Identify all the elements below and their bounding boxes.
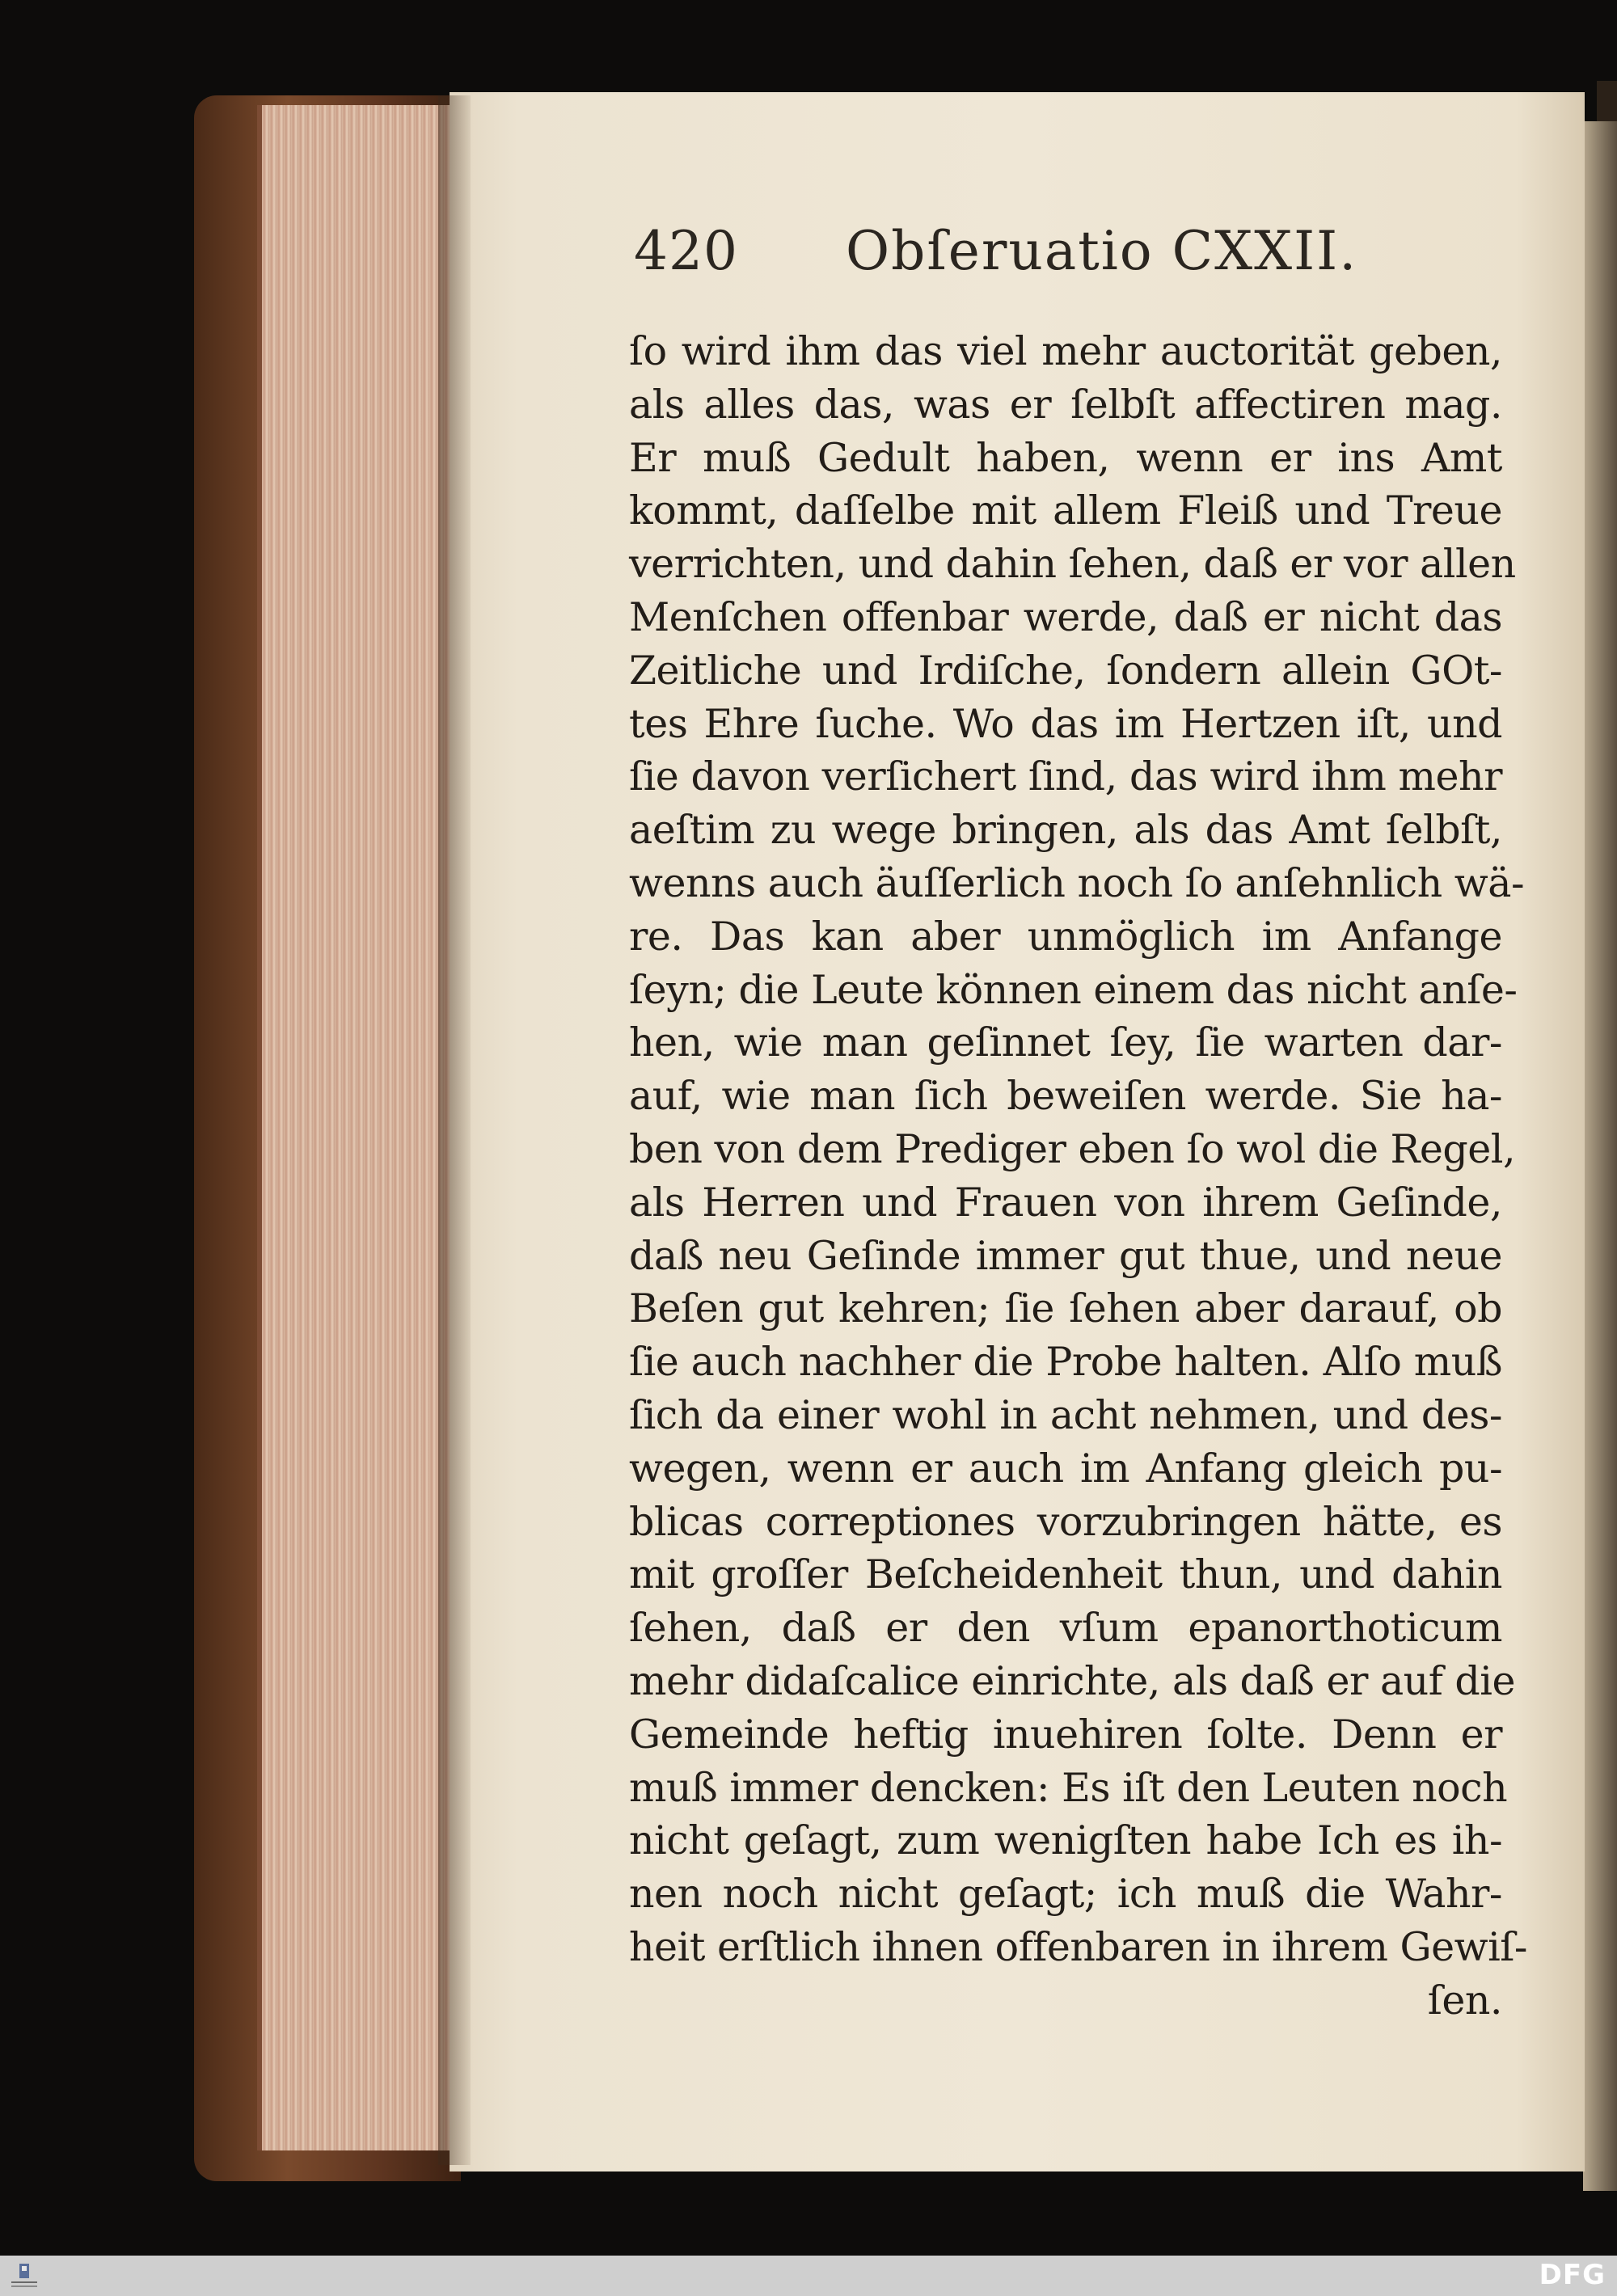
text-line: daß neu Geſinde immer gut thue, und neue <box>629 1232 1502 1279</box>
text-line: als alles das, was er ſelbſt affectiren mag. <box>629 381 1502 428</box>
facing-page-edge <box>1583 121 1617 2191</box>
text-line: verrichten, und dahin ſehen, daß er vor allen <box>629 541 1516 588</box>
text-line: mit groſſer Beſcheidenheit thun, und dahin <box>629 1551 1502 1598</box>
text-line: Menſchen offenbar werde, daß er nicht das <box>629 593 1502 640</box>
text-line: ſie auch nachher die Probe halten. Alſo muß <box>629 1339 1502 1386</box>
text-line: re. Das kan aber unmöglich im Anfange <box>629 913 1502 960</box>
page-gutter-shadow <box>438 95 471 2165</box>
text-line: wegen, wenn er auch im Anfang gleich pu- <box>629 1445 1502 1492</box>
text-line: heit erſtlich ihnen offenbaren in ihrem Gewiſ- <box>629 1923 1527 1970</box>
text-line: nen noch nicht geſagt; ich muß die Wahr- <box>629 1871 1502 1918</box>
text-line: Gemeinde heftig inuehiren ſolte. Denn er <box>629 1711 1502 1758</box>
text-line: ſo wird ihm das viel mehr auctorität geben, <box>629 328 1502 374</box>
text-line: Er muß Gedult haben, wenn er ins Amt <box>629 434 1502 481</box>
text-line: ſich da einer wohl in acht nehmen, und des- <box>629 1391 1502 1438</box>
text-line: aeſtim zu wege bringen, als das Amt ſelbſt, <box>629 807 1502 854</box>
dfg-logo: DFG <box>1539 2259 1606 2291</box>
text-line: ſie davon verſichert ſind, das wird ihm mehr <box>629 753 1502 800</box>
text-line: blicas correptiones vorzubringen hätte, es <box>629 1498 1502 1545</box>
text-line: kommt, daſſelbe mit allem Fleiß und Treue <box>629 487 1502 534</box>
running-head: Obſeruatio CXXII. <box>846 220 1358 282</box>
viewer-footer-bar <box>0 2256 1617 2296</box>
text-line: ben von dem Prediger eben ſo wol die Regel, <box>629 1125 1516 1172</box>
text-line: mehr didaſcalice einrichte, als daß er auf die <box>629 1657 1515 1704</box>
text-line: auf, wie man ſich beweiſen werde. Sie ha- <box>629 1073 1502 1120</box>
text-line: nicht geſagt, zum wenigſten habe Ich es ih- <box>629 1817 1502 1864</box>
text-line: als Herren und Frauen von ihrem Geſinde, <box>629 1179 1502 1226</box>
text-line: tes Ehre ſuche. Wo das im Hertzen iſt, und <box>629 700 1502 747</box>
book-page <box>450 92 1585 2171</box>
body-text <box>629 325 1527 2028</box>
text-line: ſehen, daß er den vſum epanorthoticum <box>629 1605 1502 1652</box>
text-line: muß immer dencken: Es iſt den Leuten noch <box>629 1764 1508 1811</box>
text-line: wenns auch äuſſerlich noch ſo anſehnlich wä- <box>629 859 1525 906</box>
page-header <box>450 213 1585 310</box>
text-line: Zeitliche und Irdiſche, ſondern allein GOt- <box>629 647 1502 694</box>
text-line: hen, wie man geſinnet ſey, ſie warten dar- <box>629 1019 1502 1066</box>
library-crest-icon[interactable] <box>6 2260 42 2291</box>
page-number: 420 <box>634 220 738 282</box>
text-line: ſeyn; die Leute können einem das nicht anſe- <box>629 966 1518 1013</box>
text-line: Beſen gut kehren; ſie ſehen aber darauf, ob <box>629 1285 1502 1332</box>
page-block-edge <box>257 105 464 2150</box>
text-line: ſen. <box>1427 1977 1502 2024</box>
